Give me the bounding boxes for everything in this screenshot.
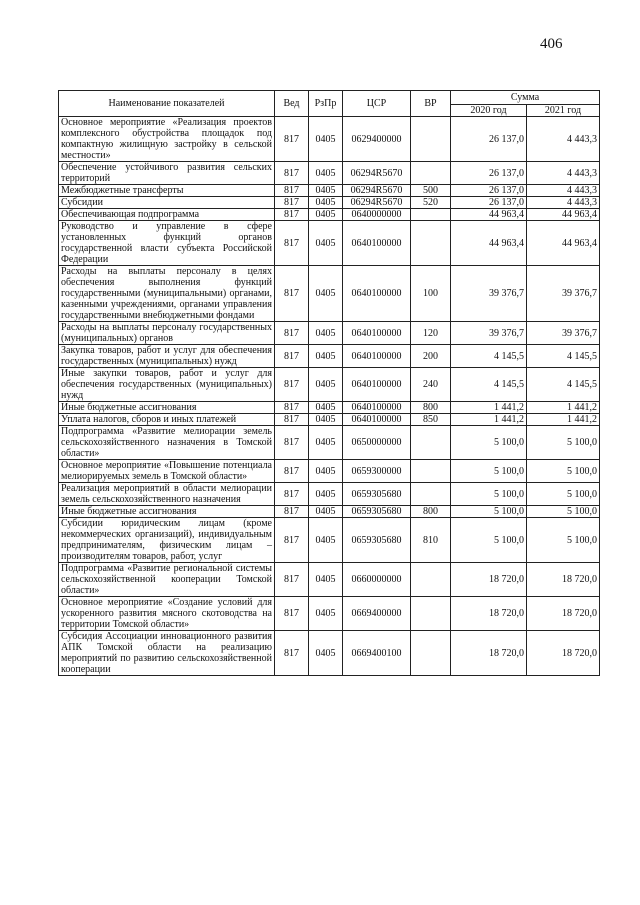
table-row — [59, 563, 600, 597]
cell-csr: 06294R5670 — [343, 197, 411, 209]
cell-2020: 1 441,2 — [451, 402, 527, 414]
cell-rzpr: 0405 — [309, 345, 343, 368]
cell-2021: 4 145,5 — [527, 345, 600, 368]
cell-rzpr: 0405 — [309, 631, 343, 676]
cell-ved: 817 — [275, 483, 309, 506]
cell-csr: 0659300000 — [343, 460, 411, 483]
cell-2020: 26 137,0 — [451, 117, 527, 162]
cell-csr: 0640100000 — [343, 368, 411, 402]
table-header — [59, 91, 600, 117]
cell-csr: 0640000000 — [343, 209, 411, 221]
cell-rzpr: 0405 — [309, 197, 343, 209]
header-name: Наименование показателей — [59, 91, 275, 117]
cell-ved: 817 — [275, 460, 309, 483]
cell-ved: 817 — [275, 506, 309, 518]
cell-2020: 44 963,4 — [451, 221, 527, 266]
cell-vr: 520 — [411, 197, 451, 209]
cell-2020: 18 720,0 — [451, 597, 527, 631]
cell-2021: 4 443,3 — [527, 185, 600, 197]
cell-csr: 0640100000 — [343, 402, 411, 414]
cell-name: Субсидии юридическим лицам (кроме некоммерческих организаций), индивидуальным предпринимателям, физическим лицам – производителям товаров, работ, услуг — [59, 518, 275, 563]
cell-csr: 06294R5670 — [343, 162, 411, 185]
cell-csr: 0650000000 — [343, 426, 411, 460]
cell-name: Основное мероприятие «Создание условий для ускоренного развития мясного скотоводства на территории Томской области» — [59, 597, 275, 631]
cell-name: Руководство и управление в сфере установленных функций органов государственной власти субъекта Российской Федерации — [59, 221, 275, 266]
cell-vr — [411, 209, 451, 221]
cell-rzpr: 0405 — [309, 426, 343, 460]
header-csr: ЦСР — [343, 91, 411, 117]
cell-ved: 817 — [275, 402, 309, 414]
cell-ved: 817 — [275, 197, 309, 209]
cell-vr — [411, 631, 451, 676]
cell-2021: 18 720,0 — [527, 631, 600, 676]
cell-2021: 1 441,2 — [527, 402, 600, 414]
cell-2021: 44 963,4 — [527, 209, 600, 221]
cell-csr: 06294R5670 — [343, 185, 411, 197]
cell-csr: 0640100000 — [343, 414, 411, 426]
cell-vr: 800 — [411, 402, 451, 414]
cell-2021: 39 376,7 — [527, 266, 600, 322]
cell-name: Иные бюджетные ассигнования — [59, 506, 275, 518]
table-row — [59, 368, 600, 402]
cell-ved: 817 — [275, 426, 309, 460]
budget-table — [58, 90, 600, 676]
cell-name: Обеспечивающая подпрограмма — [59, 209, 275, 221]
cell-vr: 200 — [411, 345, 451, 368]
cell-csr: 0660000000 — [343, 563, 411, 597]
cell-csr: 0640100000 — [343, 322, 411, 345]
cell-rzpr: 0405 — [309, 266, 343, 322]
cell-rzpr: 0405 — [309, 209, 343, 221]
cell-2021: 18 720,0 — [527, 563, 600, 597]
cell-name: Подпрограмма «Развитие региональной системы сельскохозяйственной кооперации Томской области» — [59, 563, 275, 597]
cell-rzpr: 0405 — [309, 597, 343, 631]
header-rzpr: РзПр — [309, 91, 343, 117]
cell-rzpr: 0405 — [309, 185, 343, 197]
header-2021: 2021 год — [527, 105, 600, 117]
cell-2020: 5 100,0 — [451, 518, 527, 563]
cell-name: Иные закупки товаров, работ и услуг для обеспечения государственных (муниципальных) нужд — [59, 368, 275, 402]
table-row — [59, 518, 600, 563]
cell-2020: 44 963,4 — [451, 209, 527, 221]
cell-csr: 0659305680 — [343, 483, 411, 506]
cell-rzpr: 0405 — [309, 162, 343, 185]
cell-vr: 120 — [411, 322, 451, 345]
table-row — [59, 221, 600, 266]
table-row — [59, 414, 600, 426]
cell-rzpr: 0405 — [309, 221, 343, 266]
table-row — [59, 597, 600, 631]
cell-name: Уплата налогов, сборов и иных платежей — [59, 414, 275, 426]
header-vr: ВР — [411, 91, 451, 117]
cell-2021: 5 100,0 — [527, 483, 600, 506]
cell-name: Межбюджетные трансферты — [59, 185, 275, 197]
cell-vr: 810 — [411, 518, 451, 563]
cell-ved: 817 — [275, 414, 309, 426]
table-row — [59, 631, 600, 676]
header-ved: Вед — [275, 91, 309, 117]
cell-vr — [411, 563, 451, 597]
cell-2020: 26 137,0 — [451, 197, 527, 209]
cell-name: Субсидия Ассоциации инновационного развития АПК Томской области на реализацию мероприятий по развитию сельскохозяйственной кооперации — [59, 631, 275, 676]
cell-ved: 817 — [275, 368, 309, 402]
cell-vr — [411, 162, 451, 185]
cell-2020: 26 137,0 — [451, 162, 527, 185]
cell-2021: 39 376,7 — [527, 322, 600, 345]
cell-csr: 0669400100 — [343, 631, 411, 676]
cell-name: Расходы на выплаты персоналу в целях обеспечения выполнения функций государственными (муниципальными) органами, казенными учреждениями, органами управления государственными внебюджетными фондами — [59, 266, 275, 322]
page-number: 406 — [540, 36, 563, 52]
cell-2021: 5 100,0 — [527, 426, 600, 460]
cell-2020: 5 100,0 — [451, 506, 527, 518]
table-row — [59, 426, 600, 460]
cell-csr: 0659305680 — [343, 518, 411, 563]
cell-rzpr: 0405 — [309, 460, 343, 483]
cell-2021: 5 100,0 — [527, 506, 600, 518]
cell-ved: 817 — [275, 266, 309, 322]
table-row — [59, 345, 600, 368]
table-row — [59, 185, 600, 197]
cell-2021: 1 441,2 — [527, 414, 600, 426]
cell-rzpr: 0405 — [309, 322, 343, 345]
cell-2020: 5 100,0 — [451, 483, 527, 506]
cell-ved: 817 — [275, 518, 309, 563]
cell-2021: 4 443,3 — [527, 197, 600, 209]
cell-name: Закупка товаров, работ и услуг для обеспечения государственных (муниципальных) нужд — [59, 345, 275, 368]
table-row — [59, 197, 600, 209]
cell-name: Иные бюджетные ассигнования — [59, 402, 275, 414]
table-row — [59, 402, 600, 414]
table-row — [59, 266, 600, 322]
cell-2020: 39 376,7 — [451, 322, 527, 345]
cell-vr: 500 — [411, 185, 451, 197]
cell-2020: 1 441,2 — [451, 414, 527, 426]
table-row — [59, 162, 600, 185]
cell-2020: 39 376,7 — [451, 266, 527, 322]
cell-rzpr: 0405 — [309, 506, 343, 518]
cell-rzpr: 0405 — [309, 518, 343, 563]
cell-rzpr: 0405 — [309, 368, 343, 402]
cell-name: Реализация мероприятий в области мелиорации земель сельскохозяйственного назначения — [59, 483, 275, 506]
cell-ved: 817 — [275, 221, 309, 266]
cell-ved: 817 — [275, 209, 309, 221]
cell-ved: 817 — [275, 597, 309, 631]
table-row — [59, 209, 600, 221]
cell-name: Обеспечение устойчивого развития сельских территорий — [59, 162, 275, 185]
cell-ved: 817 — [275, 117, 309, 162]
cell-name: Основное мероприятие «Повышение потенциала мелиорируемых земель в Томской области» — [59, 460, 275, 483]
cell-2021: 5 100,0 — [527, 460, 600, 483]
cell-vr — [411, 483, 451, 506]
cell-2020: 5 100,0 — [451, 426, 527, 460]
cell-rzpr: 0405 — [309, 483, 343, 506]
table-row — [59, 117, 600, 162]
cell-ved: 817 — [275, 162, 309, 185]
cell-rzpr: 0405 — [309, 117, 343, 162]
table-row — [59, 483, 600, 506]
cell-vr — [411, 117, 451, 162]
cell-2020: 18 720,0 — [451, 631, 527, 676]
cell-csr: 0629400000 — [343, 117, 411, 162]
cell-ved: 817 — [275, 563, 309, 597]
table-row — [59, 460, 600, 483]
cell-2020: 4 145,5 — [451, 368, 527, 402]
cell-csr: 0669400000 — [343, 597, 411, 631]
cell-vr — [411, 221, 451, 266]
table-row — [59, 506, 600, 518]
cell-vr — [411, 460, 451, 483]
cell-ved: 817 — [275, 185, 309, 197]
cell-name: Субсидии — [59, 197, 275, 209]
cell-name: Основное мероприятие «Реализация проектов комплексного обустройства площадок под компактную жилищную застройку в сельской местности» — [59, 117, 275, 162]
cell-vr — [411, 597, 451, 631]
table-body — [59, 117, 600, 676]
cell-vr — [411, 426, 451, 460]
cell-2021: 4 145,5 — [527, 368, 600, 402]
cell-csr: 0640100000 — [343, 221, 411, 266]
cell-ved: 817 — [275, 345, 309, 368]
cell-vr: 850 — [411, 414, 451, 426]
cell-vr: 240 — [411, 368, 451, 402]
cell-2020: 5 100,0 — [451, 460, 527, 483]
cell-2021: 18 720,0 — [527, 597, 600, 631]
cell-rzpr: 0405 — [309, 414, 343, 426]
cell-vr: 100 — [411, 266, 451, 322]
cell-csr: 0659305680 — [343, 506, 411, 518]
cell-2021: 4 443,3 — [527, 162, 600, 185]
cell-ved: 817 — [275, 631, 309, 676]
cell-name: Расходы на выплаты персоналу государственных (муниципальных) органов — [59, 322, 275, 345]
table-row — [59, 322, 600, 345]
cell-csr: 0640100000 — [343, 266, 411, 322]
header-sum: Сумма — [451, 91, 600, 105]
cell-2021: 4 443,3 — [527, 117, 600, 162]
cell-2021: 44 963,4 — [527, 221, 600, 266]
cell-2020: 4 145,5 — [451, 345, 527, 368]
cell-csr: 0640100000 — [343, 345, 411, 368]
cell-name: Подпрограмма «Развитие мелиорации земель сельскохозяйственного назначения в Томской области» — [59, 426, 275, 460]
cell-2020: 18 720,0 — [451, 563, 527, 597]
cell-rzpr: 0405 — [309, 402, 343, 414]
header-2020: 2020 год — [451, 105, 527, 117]
cell-2021: 5 100,0 — [527, 518, 600, 563]
cell-vr: 800 — [411, 506, 451, 518]
cell-ved: 817 — [275, 322, 309, 345]
cell-2020: 26 137,0 — [451, 185, 527, 197]
cell-rzpr: 0405 — [309, 563, 343, 597]
